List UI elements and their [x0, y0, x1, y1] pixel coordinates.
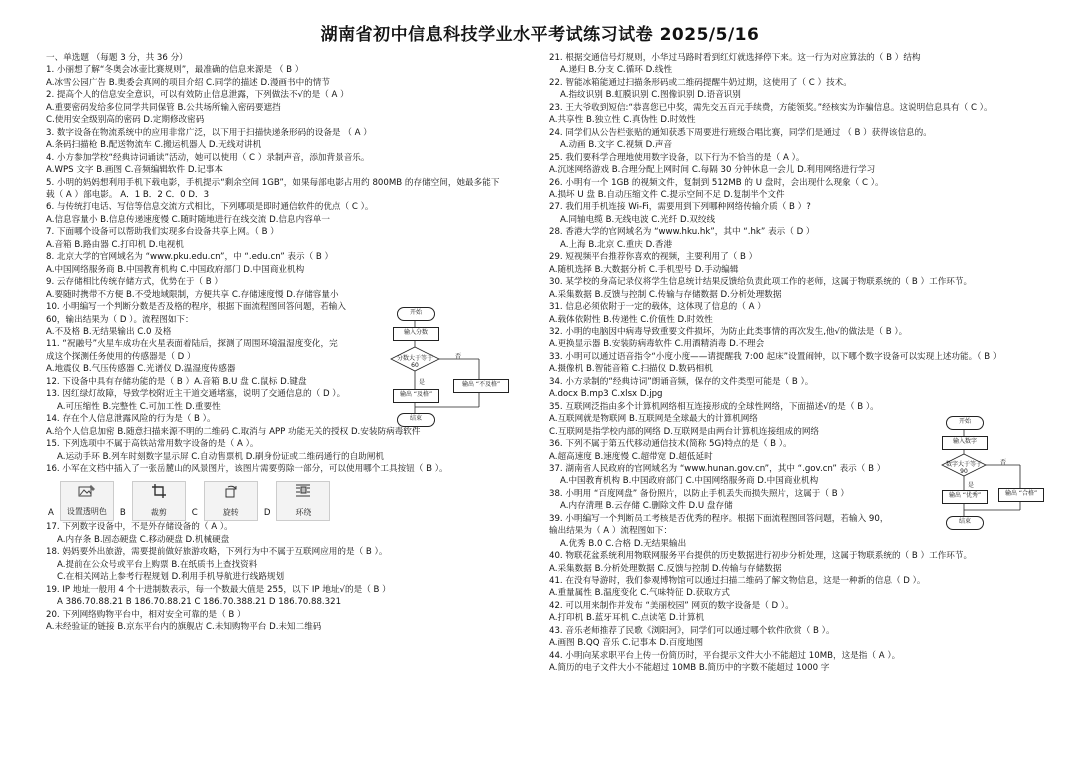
text-line: A.动画 B.文字 C.视频 D.声音: [560, 140, 673, 151]
text-line: 7. 下面哪个设备可以帮助我们实现多台设备共享上网。（ B ）: [46, 227, 279, 238]
text-line: A.采集数据 B.反馈与控制 C.传输与存储数据 D.分析处理数据: [549, 289, 782, 300]
flow2-start: 开始: [946, 416, 984, 430]
option-letter: C: [191, 507, 198, 518]
tool-label: 旋转: [222, 507, 239, 517]
text-line: A.超高速度 B.速度慢 C.超带宽 D.超低延时: [549, 451, 713, 462]
text-line: A.摄像机 B.智能音箱 C.扫描仪 D.数码相机: [549, 364, 713, 375]
text-line: A.损坏 U 盘 B.自动压缩文件 C.提示空间不足 D.复制半个文件: [549, 189, 785, 200]
text-line: A.条码扫描枪 B.配送物流车 C.搬运机器人 D.无线对讲机: [46, 140, 262, 151]
text-line: 33. 小明可以通过语音指令“小度小度——请提醒我 7:00 起床”设置闹钟，以下哪个数字设备可以实现上述功能。（ B ）: [549, 351, 1002, 362]
text-line: 6. 与传统打电话、写信等信息交流方式相比，下列哪项是即时通信软件的优点（ C ）。: [46, 202, 374, 213]
flow2-end: 结束: [946, 516, 984, 530]
text-line: 23. 王大爷收到短信:“恭喜您已中奖，需先交五百元手续费，方能领奖。”经核实为诈骗信息。这说明信息具有（ C ）。: [549, 102, 993, 113]
text-line: A.要随时携带不方便 B.不受地域限制，方便共享 C.存储速度慢 D.存储容量小: [46, 289, 339, 300]
text-line: 43. 音乐老师推荐了民歌《浏阳河》，同学们可以通过哪个软件欣赏（ B ）。: [549, 625, 835, 636]
text-line: A.中国教育机构 B.中国政府部门 C.中国网络服务商 D.中国商业机构: [560, 476, 819, 487]
text-line: A 386.70.88.21 B 186.70.88.21 C 186.70.388.21 D 186.70.88.321: [57, 597, 342, 608]
q16-option-a: [48, 481, 114, 521]
option-letter: D: [263, 507, 271, 518]
text-line: A.载体依附性 B.传递性 C.价值性 D.时效性: [549, 314, 713, 325]
rotate-icon: [223, 483, 239, 506]
text-line: A.沉迷网络游戏 B.合理分配上网时间 C.每隔 30 分钟休息一会儿 D.利用网络进行学习: [549, 165, 876, 176]
text-line: A.简历的电子文件大小不能超过 10MB B.简历中的字数不能超过 1000 字: [549, 663, 830, 674]
flow-start: 开始: [397, 307, 435, 321]
text-line: 26. 小明有一个 1GB 的视频文件，复制到 512MB 的 U 盘时，会出现什么现象（ C ）。: [549, 177, 884, 188]
text-line: A.同轴电缆 B.无线电波 C.光纤 D.双绞线: [560, 214, 716, 225]
text-line: 32. 小明的电脑因中病毒导致重要文件损坏，为防止此类事情的再次发生,他√的做法是（ B ）。: [549, 326, 908, 337]
text-line: A.WPS 文字 B.画图 C.音频编辑软件 D.记事本: [46, 165, 223, 176]
text-line: A.画图 B.QQ 音乐 C.记事本 D.百度地图: [549, 638, 704, 649]
flowchart-q39: [930, 412, 1050, 534]
text-line: 25. 我们要科学合理地使用数字设备，以下行为不恰当的是（ A ）。: [549, 152, 805, 163]
flow2-yes-label: 是: [968, 482, 975, 489]
text-line: 39. 小明编写一个判断员工考核是否优秀的程序。根据下面流程图回答问题，若输入 90，: [549, 513, 889, 524]
text-line: C.互联网是指学校内部的网络 D.互联网是由两台计算机连接组成的网络: [549, 426, 820, 437]
text-line: 37. 湖南省人民政府的官网域名为 “www.hunan.gov.cn”，其中 “.gov.cn” 表示（ B ）: [549, 463, 886, 474]
text-line: 1. 小丽想了解“冬奥会冰壶比赛规则”，最准确的信息来源是 （ B ）: [46, 65, 304, 76]
text-line: A.递归 B.分支 C.循环 D.线性: [560, 65, 673, 76]
text-line: A.提前在公众号或平台上购票 B.在纸质书上查找资料: [57, 559, 258, 570]
text-line: A.冰雪公园广告 B.奥委会真网的项目介绍 C.同学的描述 D.漫画书中的情节: [46, 77, 330, 88]
text-line: A.共享性 B.独立性 C.真伪性 D.时效性: [549, 115, 696, 126]
tool-label: 设置透明色: [66, 506, 107, 516]
text-line: 27. 我们用手机连接 Wi-Fi，需要用到下列哪种网络传输介质（ B ）?: [549, 202, 811, 213]
text-line: 24. 同学们从公告栏张贴的通知获悉下周要进行班级合唱比赛，同学们是通过 （ B ）获得该信息的。: [549, 127, 932, 138]
right-column: [549, 52, 1041, 675]
text-line: 成这个探测任务使用的传感器是（ D ）: [46, 351, 196, 362]
text-line: 13. 因红绿灯故障，导致学校附近主干道交通堵塞，说明了交通信息的（ D ）。: [46, 389, 346, 400]
text-line: A.采集数据 B.分析处理数据 C.反馈与控制 D.传输与存储数据: [549, 563, 782, 574]
text-line: 输出结果为（ A ）流程图如下：: [549, 526, 673, 537]
flowchart-q10-connectors: [375, 303, 515, 435]
option-letter: A: [48, 507, 54, 518]
set-transparent-icon: [78, 484, 96, 505]
tool-label: 裁剪: [150, 507, 167, 517]
text-line: A.上海 B.北京 C.重庆 D.香港: [560, 239, 673, 250]
text-line: 载（ A ）部电影。 A．1 B．2 C．0 D．3: [46, 189, 210, 200]
flow-output-fail: 输出 “不及格”: [453, 379, 509, 393]
q16-option-b: [120, 481, 186, 521]
text-line: A.信息容量小 B.信息传递速度慢 C.随时随地进行在线交流 D.信息内容单一: [46, 214, 330, 225]
text-line: 10. 小明编写一个判断分数是否及格的程序，根据下面流程图回答问题，若输入: [46, 302, 346, 313]
text-line: 12. 下设备中具有存储功能的是（ B ）A.音箱 B.U 盘 C.鼠标 D.键盘: [46, 376, 307, 387]
flow-end: 结束: [397, 413, 435, 427]
text-line: A.运动手环 B.列车时刻数字显示屏 C.自动售票机 D.刷身份证或二维码通行的自助闸机: [57, 451, 384, 462]
text-line: A.音箱 B.路由器 C.打印机 D.电视机: [46, 239, 184, 250]
text-line: 9. 云存储相比传统存储方式，优势在于（ B ）: [46, 277, 223, 288]
text-line: A.互联网就是物联网 B.互联网是全球最大的计算机网络: [549, 414, 758, 425]
flow-condition: 分数大于等于 60: [397, 355, 434, 369]
q16-option-d: [264, 481, 331, 521]
text-line: 11. “祝融号”火星车成功在火星表面着陆后，探测了周围环境温湿度变化，完: [46, 339, 338, 350]
flow2-input: 输入数字: [942, 436, 988, 450]
text-line: 16. 小军在文档中插入了一张岳麓山的风景图片，该图片需要剪除一部分，可以使用哪个工具按钮（ B ）。: [46, 463, 448, 474]
option-letter: B: [119, 507, 126, 518]
text-line: A.不及格 B.无结果输出 C.0 及格: [46, 326, 172, 337]
text-line: 40. 物联花盆系统利用物联网服务平台提供的历史数据进行初步分析处理，这属于物联系统的（ B ）工作环节。: [549, 551, 973, 562]
text-line: A.随机选择 B.大数据分析 C.手机型号 D.手动编辑: [549, 264, 739, 275]
flow2-no-label: 否: [1000, 459, 1007, 466]
text-line: 36. 下列不属于第五代移动通信技术(简称 5G)特点的是（ B ）。: [549, 439, 792, 450]
text-line: 28. 香港大学的官网域名为 “www.hku.hk”，其中 “.hk” 表示（ D ）: [549, 227, 815, 238]
text-line: 4. 小方参加学校“经典诗词诵读”活动，她可以使用（ C ）录制声音，添加背景音乐。: [46, 152, 370, 163]
text-line: 30. 某学校的身高记录仪将学生信息统计结果反馈给负责此项工作的老师，这属于物联系统的（ B ）工作环节。: [549, 277, 973, 288]
text-line: 18. 妈妈要外出旅游，需要提前做好旅游攻略，下列行为中不属于互联网应用的是（ B ）。: [46, 547, 388, 558]
text-line: 21. 根据交通信号灯规则，小华过马路时看到红灯就选择停下来。这一行为对应算法的（ B ）结构: [549, 53, 921, 63]
text-line: A.内存条 B.固态硬盘 C.移动硬盘 D.机械硬盘: [57, 534, 230, 545]
text-line: 8. 北京大学的官网域名为 “www.pku.edu.cn”，中 “.edu.cn” 表示（ B ）: [46, 252, 334, 263]
flow2-condition: 数字大于等于 90: [945, 461, 982, 475]
wrap-text-tool-button: [276, 481, 330, 521]
rotate-tool-button: [204, 481, 258, 521]
crop-tool-button: [132, 481, 186, 521]
text-line: 29. 短视频平台推荐你喜欢的视频，主要利用了（ B ）: [549, 252, 758, 263]
text-line: 22. 智能冰箱能通过扫描条形码或二维码提醒牛奶过期，这使用了（ C ）技术。: [549, 77, 852, 88]
text-line: A.优秀 B.0 C.合格 D.无结果输出: [560, 538, 687, 549]
text-line: 3. 数字设备在物流系统中的应用非常广泛，以下用于扫描快递条形码的设备是 （ A ）: [46, 127, 372, 138]
text-line: 20. 下列网络购物平台中，相对安全可靠的是（ B ）: [46, 609, 246, 620]
flowchart-q10: [375, 303, 515, 435]
text-line: 60，输出结果为（ D ）。流程图如下：: [46, 314, 194, 325]
flow2-output-excellent: 输出 “优秀”: [942, 490, 988, 504]
text-line: A.地震仪 B.气压传感器 C.光谱仪 D.温湿度传感器: [46, 364, 236, 375]
text-line: A.中国网络服务商 B.中国教育机构 C.中国政府部门 D.中国商业机构: [46, 264, 305, 275]
flow-yes-label: 是: [419, 379, 426, 386]
text-line: 一、单选题 （每题 3 分，共 36 分）: [46, 53, 188, 63]
text-line: 42. 可以用来制作并发布 “美丽校园” 网页的数字设备是（ D ）。: [549, 600, 794, 611]
set-transparent-tool-button: [60, 481, 114, 521]
text-line: 14. 存在个人信息泄露风险的行为是（ B ）。: [46, 414, 216, 425]
text-line: A.打印机 B.蓝牙耳机 C.点读笔 D.计算机: [549, 613, 705, 624]
text-line: A.可压缩性 B.完整性 C.可加工性 D.重要性: [57, 401, 221, 412]
text-line: 34. 小方录制的“经典诗词”朗诵音频，保存的文件类型可能是（ B ）。: [549, 376, 814, 387]
text-line: 41. 在没有导游时，我们参观博物馆可以通过扫描二维码了解文物信息，这是一种新的信息（ D ）。: [549, 576, 926, 587]
tool-label: 环绕: [295, 507, 312, 517]
text-line: A.内存清理 B.云存储 C.删除文件 D.U 盘存储: [560, 501, 733, 512]
wrap-text-icon: [294, 483, 312, 506]
text-line: C.使用安全级别高的密码 D.定期修改密码: [46, 115, 205, 126]
flow-output-pass: 输出 “及格”: [393, 389, 439, 403]
text-line: A.给个人信息加密 B.随意扫描来源不明的二维码 C.取消与 APP 功能无关的授权 D.安装防病毒软件: [46, 426, 421, 437]
text-line: A.重要密码发给多位同学共同保管 B.公共场所输入密码要遮挡: [46, 102, 281, 113]
text-line: C.在相关网站上参考行程规划 D.利用手机导航进行线路规划: [57, 572, 285, 583]
text-line: A.未经验证的链接 B.京东平台内的旗舰店 C.未知购物平台 D.未知二维码: [46, 622, 322, 633]
q16-option-c: [192, 481, 258, 521]
text-line: 2. 提高个人的信息安全意识，可以有效防止信息泄露，下列做法不√的是（ A ）: [46, 90, 349, 101]
flow-no-label: 否: [455, 353, 462, 360]
flow2-output-qualified: 输出 “合格”: [998, 488, 1044, 502]
page-title: 湖南省初中信息科技学业水平考试练习试卷 2025/5/16: [320, 25, 760, 45]
text-line: A.更换显示器 B.安装防病毒软件 C.用酒精消毒 D.不理会: [549, 339, 765, 350]
text-line: 35. 互联网泛指由多个计算机网络相互连接形成的全球性网络，下面描述√的是（ B ）。: [549, 401, 879, 412]
text-line: 38. 小明用 “百度网盘” 备份照片，以防止手机丢失而损失照片，这属于（ B ）: [549, 488, 849, 499]
text-line: 17. 下列数字设备中，不是外存储设备的（ A ）。: [46, 522, 233, 533]
text-line: 5. 小明的妈妈想利用手机下载电影，手机提示“剩余空间 1GB”，如果每部电影占用约 800MB 的存储空间，她最多能下: [46, 177, 500, 188]
text-line: 44. 小明向某求职平台上传一份简历时，平台提示文件大小不能超过 10MB，这是指（ A ）。: [549, 650, 901, 661]
crop-icon: [151, 483, 167, 506]
text-line: 19. IP 地址一般用 4 个十进制数表示，每一个数最大值是 255，以下 IP 地址√的是（ B ）: [46, 584, 391, 595]
text-line: 31. 信息必须依附于一定的载体，这体现了信息的（ A ）: [549, 302, 766, 313]
text-line: A.docx B.mp3 C.xlsx D.jpg: [549, 389, 663, 400]
flow-input: 输入分数: [393, 327, 439, 341]
text-line: A.指纹识别 B.虹膜识别 C.图像识别 D.语音识别: [560, 90, 741, 101]
text-line: A.重量属性 B.温度变化 C.气味特征 D.获取方式: [549, 588, 730, 599]
text-line: 15. 下列选项中不属于高铁站常用数字设备的是（ A ）。: [46, 439, 259, 450]
q16-tool-options: [46, 475, 532, 521]
